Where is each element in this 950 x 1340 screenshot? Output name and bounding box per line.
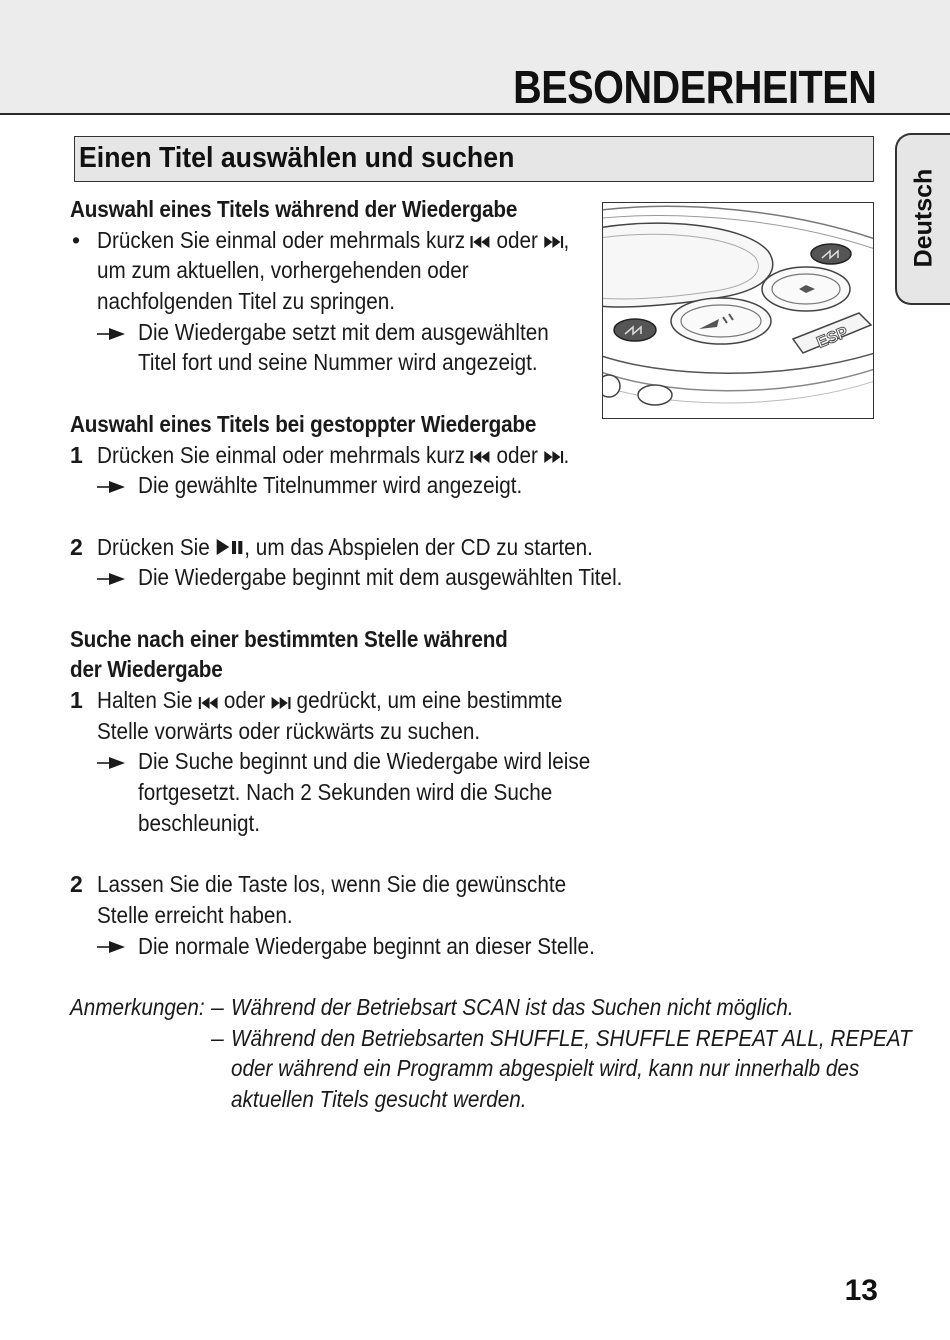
- subheading: Suche nach einer bestimmten Stelle während: [70, 625, 508, 652]
- bullet-item: • Drücken Sie einmal oder mehrmals kurz oder ,: [70, 225, 890, 256]
- arrow-icon: [97, 317, 127, 348]
- skip-back-icon: [471, 441, 491, 472]
- step-item: 1 Halten Sie oder gedrückt, um eine bestimmte: [70, 685, 890, 716]
- arrow-icon: [97, 746, 127, 777]
- result-item: Die Wiedergabe beginnt mit dem ausgewählten Titel.: [70, 562, 890, 593]
- result-item: Die Suche beginnt und die Wiedergabe wird leise: [70, 746, 890, 777]
- step-item: 1 Drücken Sie einmal oder mehrmals kurz oder .: [70, 440, 890, 471]
- subheading: Auswahl eines Titels während der Wiedergabe: [70, 196, 518, 222]
- result-item: Die gewählte Titelnummer wird angezeigt.: [70, 470, 890, 501]
- note-text: Während den Betriebsarten SHUFFLE, SHUFFLE REPEAT ALL, REPEAT: [231, 1024, 912, 1051]
- step-number: 2: [70, 533, 83, 560]
- note-dash: –: [211, 1024, 224, 1051]
- skip-back-icon: [471, 226, 491, 257]
- skip-forward-icon: [544, 226, 564, 257]
- arrow-icon: [97, 931, 127, 962]
- section-heading-box: [74, 136, 874, 182]
- subheading: der Wiedergabe: [70, 656, 223, 683]
- step-item: 2 Lassen Sie die Taste los, wenn Sie die gewünschte: [70, 869, 890, 900]
- step-number: 1: [70, 441, 83, 468]
- page-number: 13: [844, 1274, 878, 1307]
- note-text: Während der Betriebsart SCAN ist das Suchen nicht möglich.: [231, 994, 794, 1020]
- arrow-icon: [97, 470, 127, 501]
- notes: Anmerkungen: – Während der Betriebsart SCAN ist das Suchen nicht möglich. – Während den Betriebsarten SHUFFLE, SHUFFLE REPEAT ALL, REPEAT oder während ein Programm abgespielt wird, kann nur innerhalb des aktuellen Titels gesucht werden.: [70, 994, 912, 1113]
- step-number: 2: [70, 871, 83, 898]
- instructions: Auswahl eines Titels während der Wiedergabe • Drücken Sie einmal oder mehrmals kurz oder , um zum aktuellen, vorhergehenden oder nachfolgenden Titel zu springen. Die Wiedergabe setzt mit dem ausgewählten Titel fort und seine Nummer wird angezeigt. Auswahl eines Titels bei gestoppter Wiedergabe 1 Drücken Sie einmal oder mehrmals kurz oder . Die gewählte Titelnummer wird angezeigt. 2 Drücken Sie , um das Abspielen der CD zu starten. Die Wiedergabe beginnt mit dem ausgewählten Titel. Suche nach einer bestimmten Stelle während der Wiedergabe 1 Halten Sie oder gedrückt, um eine bestimmte Stelle vorwärts oder rückwärts zu suchen. Die Suche beginnt und die Wiedergabe wird leise fortgesetzt. Nach 2 Sekunden wird die Suche beschleunigt. 2 Lassen Sie die Taste los, wenn Sie die gewünschte Stelle erreicht haben. Die normale Wiedergabe beginnt an dieser Stelle.: [70, 194, 890, 961]
- page-title: BESONDERHEITEN: [512, 61, 876, 113]
- skip-forward-icon: [271, 687, 291, 718]
- play-pause-icon: [216, 533, 245, 564]
- section-title: Einen Titel auswählen und suchen: [79, 142, 515, 174]
- result-item: Die normale Wiedergabe beginnt an dieser Stelle.: [70, 931, 890, 962]
- step-item: 2 Drücken Sie , um das Abspielen der CD zu starten.: [70, 532, 890, 563]
- skip-forward-icon: [544, 441, 564, 472]
- arrow-icon: [97, 562, 127, 593]
- result-item: Die Wiedergabe setzt mit dem ausgewählten: [70, 317, 890, 348]
- esp-button-label: ESP: [814, 324, 851, 352]
- bullet-marker: •: [72, 226, 81, 253]
- language-tab-label: Deutsch: [909, 168, 938, 268]
- skip-back-icon: [198, 687, 218, 718]
- subheading: Auswahl eines Titels bei gestoppter Wiedergabe: [70, 410, 537, 437]
- step-number: 1: [70, 687, 83, 713]
- notes-label: Anmerkungen:: [70, 994, 205, 1020]
- note-dash: –: [211, 994, 224, 1020]
